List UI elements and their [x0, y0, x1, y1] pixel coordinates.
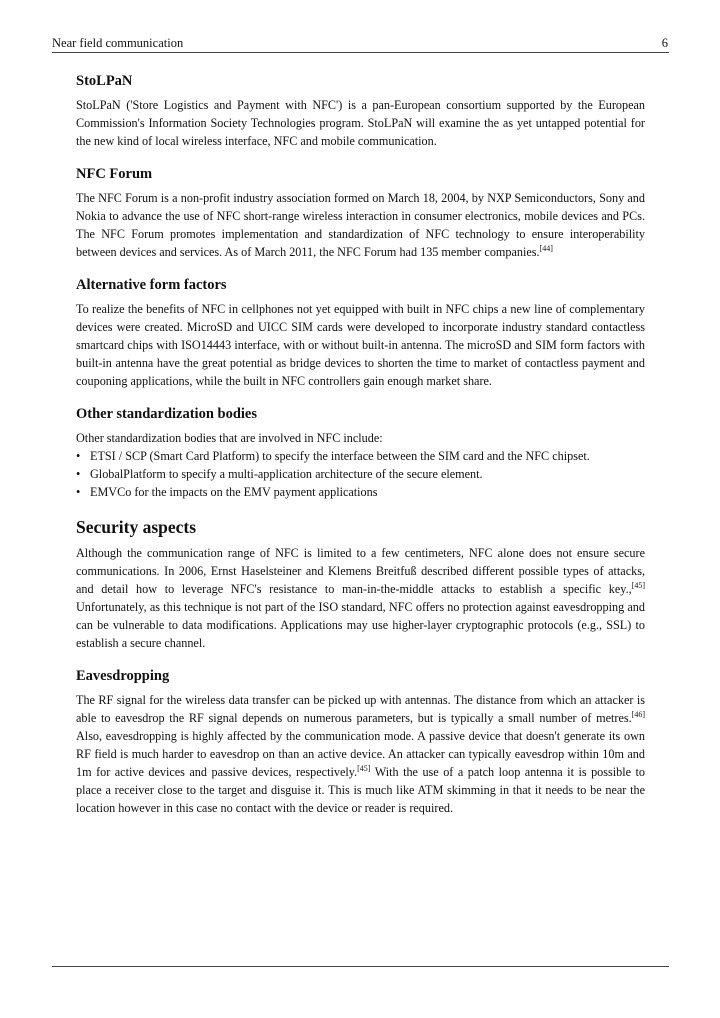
section-eavesdropping — [76, 667, 645, 817]
bullet-icon: • — [76, 449, 81, 463]
bullet-icon: • — [76, 467, 81, 481]
section-security-aspects — [76, 516, 645, 652]
paragraph-text: Unfortunately, as this technique is not part of the ISO standard, NFC offers no protection against eavesdropping and can be vulnerable to data modifications. Applications may use higher-layer cryptographic protocols (e.g., SSL) to establish a secure channel. — [76, 600, 645, 650]
running-title: Near field communication — [52, 36, 184, 50]
section-heading: Other standardization bodies — [76, 406, 258, 422]
list-item-text: ETSI / SCP (Smart Card Platform) to specify the interface between the SIM card and the NFC chipset. — [90, 449, 590, 463]
section-stolpan — [76, 72, 645, 150]
section-heading: Security aspects — [76, 517, 197, 537]
bullet-icon: • — [76, 485, 81, 499]
section-heading: Eavesdropping — [76, 668, 170, 684]
bullet-list — [76, 447, 645, 501]
section-heading: NFC Forum — [76, 166, 153, 182]
section-heading: StoLPaN — [76, 73, 133, 89]
paragraph-text: Also, eavesdropping is highly affected by the communication mode. A passive device that doesn't generate its own RF field is much harder to eavesdrop on than an active device. An attacker can typically eavesdrop within 10m and 1m for active devices and passive devices, respectively. — [76, 729, 645, 779]
paragraph-text: With the use of a patch loop antenna it is possible to place a receiver close to the target and disguise it. This is much like ATM skimming in that it needs to be near the location however in this case no contact with the device or reader is required. — [76, 765, 645, 815]
paragraph-text: The RF signal for the wireless data transfer can be picked up with antennas. The distance from which an attacker is able to eavesdrop the RF signal depends on numerous parameters, but is typically a small number of metres. — [76, 693, 645, 725]
page-content — [76, 72, 645, 832]
section-alternative-form-factors — [76, 276, 645, 390]
paragraph: Other standardization bodies that are involved in NFC include: — [76, 431, 383, 445]
paragraph — [76, 189, 645, 261]
citation-link[interactable]: [46] — [631, 709, 645, 719]
paragraph — [76, 691, 645, 817]
paragraph-text: The NFC Forum is a non-profit industry association formed on March 18, 2004, by NXP Semiconductors, Sony and Nokia to advance the use of NFC short-range wireless interaction in consumer electronics, mobile devices and PCs. The NFC Forum promotes implementation and standardization of NFC technology to ensure interoperability between devices and services. As of March 2011, the NFC Forum had 135 member companies. — [76, 191, 645, 259]
list-item-text: GlobalPlatform to specify a multi-application architecture of the secure element. — [90, 467, 483, 481]
citation-link[interactable]: [44] — [539, 243, 553, 253]
section-heading: Alternative form factors — [76, 277, 227, 293]
page-number: 6 — [661, 36, 668, 50]
citation-link[interactable]: [45] — [357, 763, 371, 773]
footer-rule — [52, 966, 669, 967]
citation-link[interactable]: [45] — [631, 580, 645, 590]
list-item — [76, 447, 645, 465]
paragraph: StoLPaN ('Store Logistics and Payment with NFC') is a pan-European consortium supported by the European Commission's Information Society Technologies program. StoLPaN will examine the as yet untapped potential for the new kind of local wireless interface, NFC and mobile communication. — [76, 98, 645, 148]
paragraph: To realize the benefits of NFC in cellphones not yet equipped with built in NFC chips a new line of complementary devices were created. MicroSD and UICC SIM cards were developed to incorporate industry standard contactless smartcard chips with ISO14443 interface, with or without built-in antenna. The microSD and SIM form factors with built-in antenna have the great potential as bridge devices to shorten the time to market of contactless payment and couponing applications, while the built in NFC controllers gain enough market share. — [76, 302, 645, 388]
list-item — [76, 483, 645, 501]
paragraph — [76, 544, 645, 652]
list-item-text: EMVCo for the impacts on the EMV payment applications — [90, 485, 378, 499]
running-header — [52, 34, 669, 53]
paragraph-text: Although the communication range of NFC is limited to a few centimeters, NFC alone does not ensure secure communications. In 2006, Ernst Haselsteiner and Klemens Breitfuß described different possible types of attacks, and detail how to leverage NFC's resistance to man-in-the-middle attacks to establish a specific key., — [76, 546, 645, 596]
list-item — [76, 465, 645, 483]
section-other-standardization-bodies — [76, 405, 645, 501]
section-nfc-forum — [76, 165, 645, 261]
